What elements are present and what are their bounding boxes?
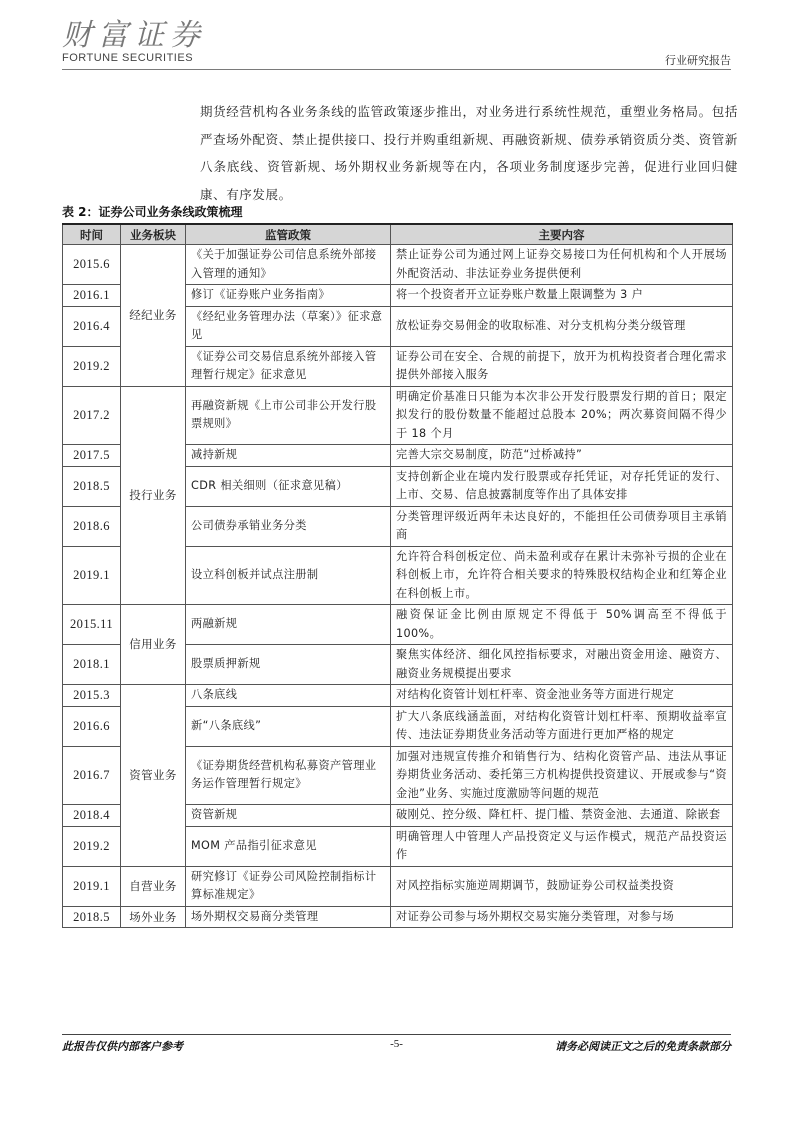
row-time: 2018.5	[63, 466, 121, 506]
row-content: 破刚兑、控分级、降杠杆、提门槛、禁资金池、去通道、除嵌套	[391, 805, 733, 827]
row-time: 2018.5	[63, 906, 121, 928]
row-policy: 新“八条底线”	[186, 706, 391, 746]
logo-chinese: 财富证券	[62, 18, 206, 53]
row-time: 2019.1	[63, 866, 121, 906]
row-time: 2016.1	[63, 285, 121, 307]
row-policy: 股票质押新规	[186, 645, 391, 685]
segment-otc: 场外业务	[121, 906, 186, 928]
segment-investment-banking: 投行业务	[121, 386, 186, 605]
row-time: 2018.4	[63, 805, 121, 827]
row-content: 分类管理评级近两年未达良好的，不能担任公司债券项目主承销商	[391, 506, 733, 546]
table-row	[63, 866, 733, 906]
header-content: 主要内容	[391, 224, 733, 245]
footer-disclaimer-left: 此报告仅供内部客户参考	[62, 1040, 183, 1053]
row-policy: 设立科创板并试点注册制	[186, 546, 391, 605]
row-policy: CDR 相关细则（征求意见稿）	[186, 466, 391, 506]
row-policy: 再融资新规《上市公司非公开发行股票规则》	[186, 386, 391, 445]
row-time: 2015.11	[63, 605, 121, 645]
header-time: 时间	[63, 224, 121, 245]
row-content: 对证券公司参与场外期权交易实施分类管理，对参与场	[391, 906, 733, 928]
row-content: 明确定价基准日只能为本次非公开发行股票发行期的首日；限定拟发行的股份数量不能超过总股本 20%；两次募资间隔不得少于 18 个月	[391, 386, 733, 445]
row-policy: 《关于加强证券公司信息系统外部接入管理的通知》	[186, 245, 391, 285]
footer-disclaimer-right: 请务必阅读正文之后的免责条款部分	[555, 1040, 731, 1053]
header-divider	[62, 69, 731, 70]
row-content: 加强对违规宣传推介和销售行为、结构化资管产品、违法从事证券期货业务活动、委托第三方机构提供投资建议、开展或参与“资金池”业务、实施过度激励等问题的规范	[391, 746, 733, 805]
row-time: 2015.3	[63, 685, 121, 707]
intro-paragraph	[200, 98, 738, 208]
table-title: 表 2：证券公司业务条线政策梳理	[62, 205, 243, 219]
table-row	[63, 685, 733, 707]
row-content: 对结构化资管计划杠杆率、资金池业务等方面进行规定	[391, 685, 733, 707]
row-policy: 公司债券承销业务分类	[186, 506, 391, 546]
row-time: 2016.4	[63, 306, 121, 346]
header-policy: 监管政策	[186, 224, 391, 245]
row-content: 明确管理人中管理人产品投资定义与运作模式，规范产品投资运作	[391, 826, 733, 866]
row-content: 融资保证金比例由原规定不得低于 50%调高至不得低于 100%。	[391, 605, 733, 645]
page-number: -5-	[390, 1038, 403, 1050]
logo-english: FORTUNE SECURITIES	[62, 52, 194, 64]
row-content: 对风控指标实施逆周期调节，鼓励证券公司权益类投资	[391, 866, 733, 906]
row-policy: 减持新规	[186, 445, 391, 467]
row-policy: 研究修订《证券公司风险控制指标计算标准规定》	[186, 866, 391, 906]
segment-brokerage: 经纪业务	[121, 245, 186, 387]
row-content: 允许符合科创板定位、尚未盈利或存在累计未弥补亏损的企业在科创板上市，允许符合相关要求的特殊股权结构企业和红筹企业在科创板上市。	[391, 546, 733, 605]
report-type-label: 行业研究报告	[665, 54, 731, 67]
row-time: 2017.5	[63, 445, 121, 467]
table-row	[63, 245, 733, 285]
row-time: 2016.7	[63, 746, 121, 805]
row-time: 2016.6	[63, 706, 121, 746]
intro-text: 期货经营机构各业务条线的监管政策逐步推出，对业务进行系统性规范，重塑业务格局。包括严查场外配资、禁止提供接口、投行并购重组新规、再融资新规、债券承销资质分类、资管新八条底线、资管新规、场外期权业务新规等在内，各项业务制度逐步完善，促进行业回归健康、有序发展。	[200, 104, 738, 202]
segment-asset-management: 资管业务	[121, 685, 186, 867]
row-time: 2019.2	[63, 826, 121, 866]
header-segment: 业务板块	[121, 224, 186, 245]
table-row	[63, 906, 733, 928]
row-policy: MOM 产品指引征求意见	[186, 826, 391, 866]
row-policy: 修订《证券账户业务指南》	[186, 285, 391, 307]
policy-table	[62, 223, 733, 928]
row-content: 支持创新企业在境内发行股票或存托凭证，对存托凭证的发行、上市、交易、信息披露制度等作出了具体安排	[391, 466, 733, 506]
table-row	[63, 386, 733, 445]
row-time: 2015.6	[63, 245, 121, 285]
row-policy: 《证券公司交易信息系统外部接入管理暂行规定》征求意见	[186, 346, 391, 386]
row-policy: 资管新规	[186, 805, 391, 827]
row-content: 放松证券交易佣金的收取标准、对分支机构分类分级管理	[391, 306, 733, 346]
row-policy: 八条底线	[186, 685, 391, 707]
row-content: 完善大宗交易制度，防范“过桥减持”	[391, 445, 733, 467]
segment-proprietary: 自营业务	[121, 866, 186, 906]
segment-credit: 信用业务	[121, 605, 186, 685]
table-row	[63, 605, 733, 645]
row-time: 2019.1	[63, 546, 121, 605]
row-content: 扩大八条底线涵盖面，对结构化资管计划杠杆率、预期收益率宣传、违法证券期货业务活动等方面进行更加严格的规定	[391, 706, 733, 746]
table-header-row	[63, 224, 733, 245]
row-content: 证券公司在安全、合规的前提下，放开为机构投资者合理化需求提供外部接入服务	[391, 346, 733, 386]
row-content: 禁止证券公司为通过网上证券交易接口为任何机构和个人开展场外配资活动、非法证券业务提供便利	[391, 245, 733, 285]
row-time: 2018.6	[63, 506, 121, 546]
footer-divider	[62, 1034, 731, 1035]
row-policy: 《证券期货经营机构私募资产管理业务运作管理暂行规定》	[186, 746, 391, 805]
row-time: 2018.1	[63, 645, 121, 685]
row-time: 2019.2	[63, 346, 121, 386]
row-content: 聚焦实体经济、细化风控指标要求，对融出资金用途、融资方、融资业务规模提出要求	[391, 645, 733, 685]
row-policy: 场外期权交易商分类管理	[186, 906, 391, 928]
row-policy: 《经纪业务管理办法（草案）》征求意见	[186, 306, 391, 346]
row-content: 将一个投资者开立证券账户数量上限调整为 3 户	[391, 285, 733, 307]
row-time: 2017.2	[63, 386, 121, 445]
row-policy: 两融新规	[186, 605, 391, 645]
brand-logo	[62, 18, 252, 64]
